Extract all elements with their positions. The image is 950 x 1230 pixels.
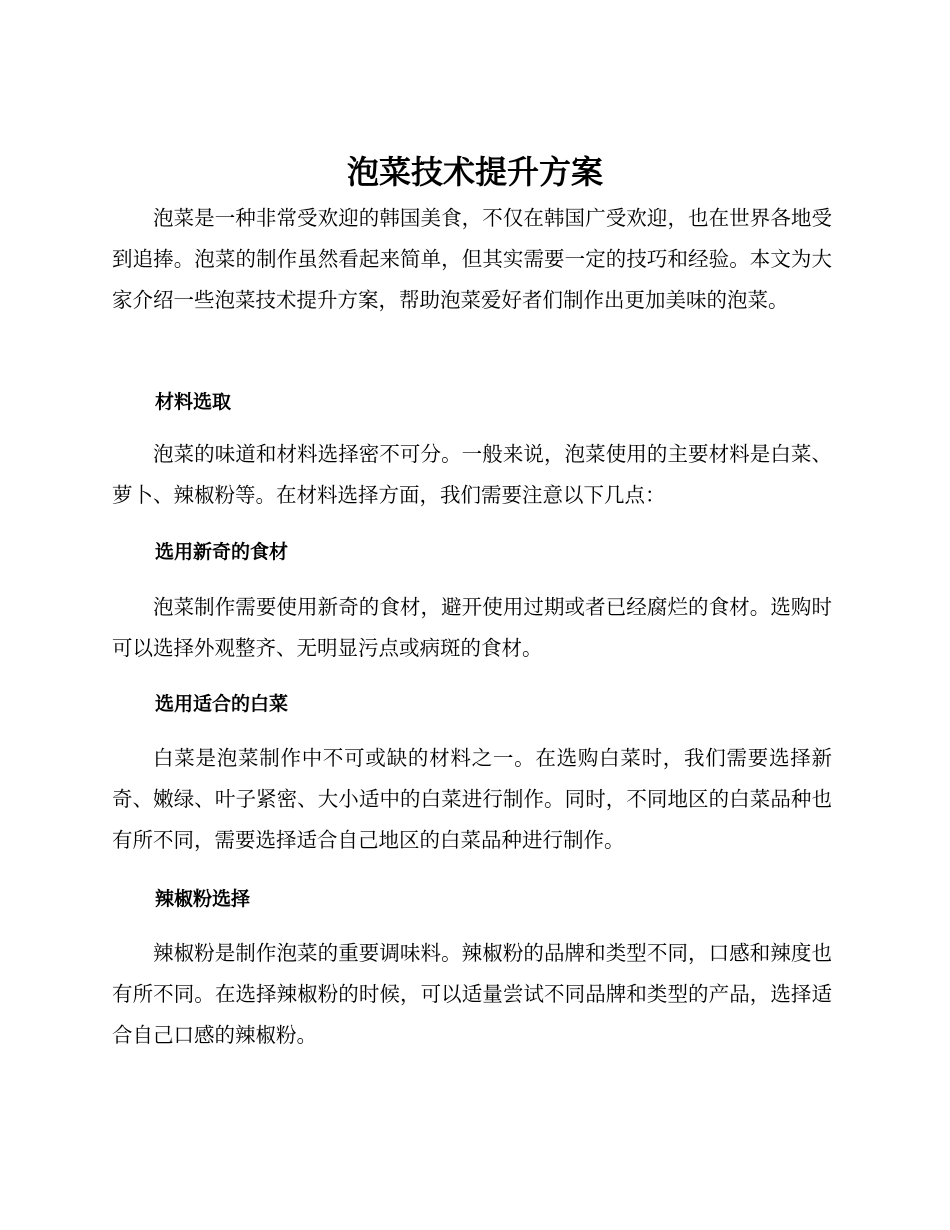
section-heading-chili-powder: 辣椒粉选择 [155,888,251,910]
section-paragraph-chili-powder: 辣椒粉是制作泡菜的重要调味料。辣椒粉的品牌和类型不同，口感和辣度也有所不同。在选择辣椒粉的时候，可以适量尝试不同品牌和类型的产品，选择适合自己口感的辣椒粉。 [112,941,832,1047]
section-paragraph-cabbage: 白菜是泡菜制作中不可或缺的材料之一。在选购白菜时，我们需要选择新奇、嫩绿、叶子紧密、大小适中的白菜进行制作。同时，不同地区的白菜品种也有所不同，需要选择适合自己地区的白菜品种进行制作。 [112,746,832,852]
section-heading-cabbage: 选用适合的白菜 [155,693,289,715]
section-heading-fresh-ingredients: 选用新奇的食材 [155,541,289,563]
document-title: 泡菜技术提升方案 [346,153,603,191]
intro-paragraph: 泡菜是一种非常受欢迎的韩国美食，不仅在韩国广受欢迎，也在世界各地受到追捧。泡菜的制作虽然看起来简单，但其实需要一定的技巧和经验。本文为大家介绍一些泡菜技术提升方案，帮助泡菜爱好者们制作出更加美味的泡菜。 [112,206,832,312]
section-heading-materials: 材料选取 [155,391,232,413]
section-paragraph-materials: 泡菜的味道和材料选择密不可分。一般来说，泡菜使用的主要材料是白菜、萝卜、辣椒粉等。在材料选择方面，我们需要注意以下几点： [112,442,832,507]
section-paragraph-fresh-ingredients: 泡菜制作需要使用新奇的食材，避开使用过期或者已经腐烂的食材。选购时可以选择外观整齐、无明显污点或病斑的食材。 [112,595,832,660]
